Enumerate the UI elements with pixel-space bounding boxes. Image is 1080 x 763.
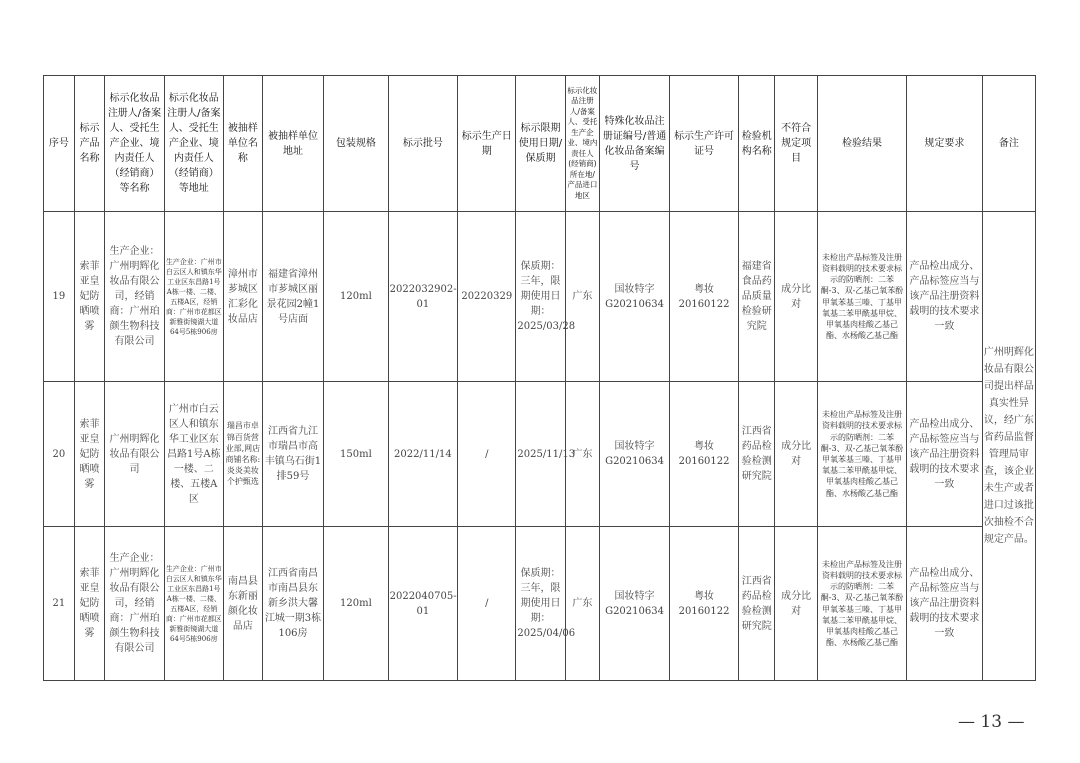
cell-no: 20 — [44, 382, 75, 527]
cell-reg-no: 国妆特字G20210634 — [600, 212, 670, 382]
cell-lab: 江西省药品检验检测研究院 — [739, 527, 775, 681]
cell-no: 19 — [44, 212, 75, 382]
cell-batch: 2022/11/14 — [388, 382, 458, 527]
inspection-results-table — [43, 75, 1036, 681]
header-cell: 标示生产日期 — [458, 76, 516, 212]
cell-prod-date: / — [458, 527, 516, 681]
cell-batch: 2022040705-01 — [388, 527, 458, 681]
cell-result: 未检出产品标签及注册资料载明的技术要求标示的防晒剂：二苯酮-3、双-乙基己氧苯酚甲氧苯基三嗪、丁基甲氧基二苯甲酰基甲烷、甲氧基肉桂酸乙基己酯、水杨酸乙基己酯 — [818, 527, 907, 681]
cell-sampled-address: 福建省漳州市芗城区丽景花园2幢1号店面 — [262, 212, 323, 382]
cell-address: 生产企业：广州市白云区人和镇东华工业区东昌路1号A栋一楼、二楼、五楼A区，经销商：广州市花都区新雅街镜湖大道64号5栋906房 — [164, 212, 223, 382]
cell-license: 粤妆20160122 — [669, 212, 739, 382]
page-number: — 13 — — [958, 712, 1025, 732]
cell-package: 150ml — [324, 382, 388, 527]
cell-requirement: 产品检出成分、产品标签应当与该产品注册资料载明的技术要求一致 — [907, 527, 983, 681]
cell-package: 120ml — [324, 527, 388, 681]
cell-license: 粤妆20160122 — [669, 382, 739, 527]
cell-product: 索菲亚皇妃防晒喷雾 — [74, 212, 105, 382]
cell-region: 广东 — [565, 527, 600, 681]
cell-item: 成分比对 — [775, 382, 818, 527]
cell-expiry: 2025/11/13 — [516, 382, 565, 527]
cell-result: 未检出产品标签及注册资料载明的技术要求标示的防晒剂：二苯酮-3、双-乙基己氧苯酚甲氧苯基三嗪、丁基甲氧基二苯甲酰基甲烷、甲氧基肉桂酸乙基己酯、水杨酸乙基己酯 — [818, 382, 907, 527]
table-row — [44, 527, 1036, 681]
cell-license: 粤妆20160122 — [669, 527, 739, 681]
header-cell: 被抽样单位名称 — [223, 76, 262, 212]
cell-no: 21 — [44, 527, 75, 681]
cell-sampled-unit: 瑞昌市卓锦百货营业部,网店商铺名称:炎炎美妆个护甄选 — [223, 382, 262, 527]
cell-expiry: 保质期：三年，限期使用日期：2025/03/28 — [516, 212, 565, 382]
cell-requirement: 产品检出成分、产品标签应当与该产品注册资料载明的技术要求一致 — [907, 382, 983, 527]
cell-sampled-address: 江西省南昌市南昌县东新乡洪大馨江城一期3栋106房 — [262, 527, 323, 681]
header-cell: 标示化妆品注册人/备案人、受托生产企业、境内责任人(经销商)所在地/产品进口地区 — [565, 76, 600, 212]
cell-package: 120ml — [324, 212, 388, 382]
header-cell: 特殊化妆品注册证编号/普通化妆品备案编号 — [600, 76, 670, 212]
cell-reg-no: 国妆特字G20210634 — [600, 527, 670, 681]
cell-prod-date: / — [458, 382, 516, 527]
header-cell: 包装规格 — [324, 76, 388, 212]
header-cell: 标示化妆品注册人/备案人、受托生产企业、境内责任人（经销商）等名称 — [105, 76, 164, 212]
table-row — [44, 212, 1036, 382]
cell-prod-date: 20220329 — [458, 212, 516, 382]
header-cell: 标示批号 — [388, 76, 458, 212]
cell-result: 未检出产品标签及注册资料载明的技术要求标示的防晒剂：二苯酮-3、双-乙基己氧苯酚甲氧苯基三嗪、丁基甲氧基二苯甲酰基甲烷、甲氧基肉桂酸乙基己酯、水杨酸乙基己酯 — [818, 212, 907, 382]
cell-product: 索菲亚皇妃防晒喷雾 — [74, 527, 105, 681]
cell-address: 广州市白云区人和镇东华工业区东昌路1号A栋一楼、二楼、五楼A区 — [164, 382, 223, 527]
table-row — [44, 382, 1036, 527]
cell-note: 广州明辉化妆品有限公司提出样品真实性异议，经广东省药品监督管理局审查，该企业未生产或者进口过该批次抽检不合规定产品。 — [982, 212, 1035, 681]
cell-batch: 2022032902-01 — [388, 212, 458, 382]
header-cell: 检验机构名称 — [739, 76, 775, 212]
cell-product: 索菲亚皇妃防晒喷雾 — [74, 382, 105, 527]
cell-expiry: 保质期：三年，限期使用日期：2025/04/06 — [516, 527, 565, 681]
cell-address: 生产企业：广州市白云区人和镇东华工业区东昌路1号A栋一楼、二楼、五楼A区，经销商：广州市花都区新雅街镜湖大道64号5栋906房 — [164, 527, 223, 681]
table-header-row — [44, 76, 1036, 212]
cell-sampled-unit: 漳州市芗城区汇彩化妆品店 — [223, 212, 262, 382]
cell-region: 广东 — [565, 212, 600, 382]
cell-company: 生产企业：广州明辉化妆品有限公司，经销商：广州珀颜生物科技有限公司 — [105, 527, 164, 681]
cell-reg-no: 国妆特字G20210634 — [600, 382, 670, 527]
cell-company: 广州明辉化妆品有限公司 — [105, 382, 164, 527]
header-cell: 标示限期使用日期/保质期 — [516, 76, 565, 212]
header-cell: 备注 — [982, 76, 1035, 212]
header-cell: 规定要求 — [907, 76, 983, 212]
cell-company: 生产企业：广州明辉化妆品有限公司，经销商：广州珀颜生物科技有限公司 — [105, 212, 164, 382]
cell-requirement: 产品检出成分、产品标签应当与该产品注册资料载明的技术要求一致 — [907, 212, 983, 382]
header-cell: 不符合规定项目 — [775, 76, 818, 212]
cell-lab: 福建省食品药品质量检验研究院 — [739, 212, 775, 382]
cell-item: 成分比对 — [775, 212, 818, 382]
cell-sampled-unit: 南昌县东新丽颜化妆品店 — [223, 527, 262, 681]
cell-sampled-address: 江西省九江市瑞昌市高丰镇乌石街1排59号 — [262, 382, 323, 527]
cell-region: 广东 — [565, 382, 600, 527]
header-cell: 标示产品名称 — [74, 76, 105, 212]
header-cell: 检验结果 — [818, 76, 907, 212]
header-cell: 标示生产许可证号 — [669, 76, 739, 212]
header-cell: 被抽样单位地址 — [262, 76, 323, 212]
cell-item: 成分比对 — [775, 527, 818, 681]
cell-lab: 江西省药品检验检测研究院 — [739, 382, 775, 527]
header-cell: 序号 — [44, 76, 75, 212]
header-cell: 标示化妆品注册人/备案人、受托生产企业、境内责任人（经销商）等地址 — [164, 76, 223, 212]
